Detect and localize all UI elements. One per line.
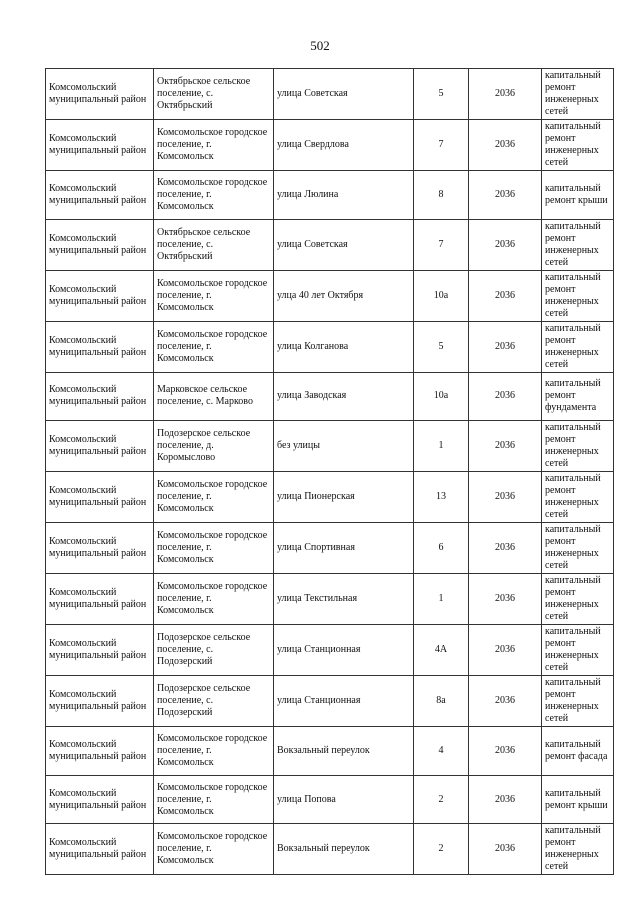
- settlement-cell: Комсомольское городское поселение, г. Комсомольск: [154, 775, 274, 824]
- table-row: [46, 219, 614, 270]
- settlement-cell: Октябрьское сельское поселение, с. Октябрьский: [154, 219, 274, 270]
- settlement-cell: Комсомольское городское поселение, г. Комсомольск: [154, 574, 274, 625]
- year-cell: 2036: [469, 69, 542, 120]
- table-row: [46, 775, 614, 824]
- year-cell: 2036: [469, 676, 542, 727]
- registry-table-body: [46, 69, 614, 875]
- street-cell: улица Колганова: [274, 321, 414, 372]
- house-number-cell: 1: [414, 574, 469, 625]
- settlement-cell: Подозерское сельское поселение, с. Подозерский: [154, 676, 274, 727]
- house-number-cell: 5: [414, 321, 469, 372]
- year-cell: 2036: [469, 120, 542, 171]
- table-row: [46, 523, 614, 574]
- work-type-cell: капитальный ремонт инженерных сетей: [542, 574, 614, 625]
- year-cell: 2036: [469, 775, 542, 824]
- year-cell: 2036: [469, 321, 542, 372]
- table-row: [46, 574, 614, 625]
- table-row: [46, 676, 614, 727]
- house-number-cell: 4А: [414, 625, 469, 676]
- settlement-cell: Комсомольское городское поселение, г. Комсомольск: [154, 270, 274, 321]
- street-cell: Вокзальный переулок: [274, 727, 414, 776]
- year-cell: 2036: [469, 171, 542, 220]
- work-type-cell: капитальный ремонт инженерных сетей: [542, 421, 614, 472]
- street-cell: улица Станционная: [274, 625, 414, 676]
- work-type-cell: капитальный ремонт инженерных сетей: [542, 69, 614, 120]
- district-cell: Комсомольский муниципальный район: [46, 472, 154, 523]
- work-type-cell: капитальный ремонт инженерных сетей: [542, 120, 614, 171]
- year-cell: 2036: [469, 421, 542, 472]
- work-type-cell: капитальный ремонт крыши: [542, 775, 614, 824]
- district-cell: Комсомольский муниципальный район: [46, 120, 154, 171]
- house-number-cell: 10а: [414, 270, 469, 321]
- work-type-cell: капитальный ремонт инженерных сетей: [542, 321, 614, 372]
- year-cell: 2036: [469, 372, 542, 421]
- street-cell: улица Текстильная: [274, 574, 414, 625]
- registry-table: [45, 68, 614, 875]
- street-cell: улица Советская: [274, 69, 414, 120]
- table-row: [46, 421, 614, 472]
- district-cell: Комсомольский муниципальный район: [46, 523, 154, 574]
- work-type-cell: капитальный ремонт крыши: [542, 171, 614, 220]
- year-cell: 2036: [469, 625, 542, 676]
- street-cell: улица Станционная: [274, 676, 414, 727]
- table-row: [46, 727, 614, 776]
- street-cell: улица Люлина: [274, 171, 414, 220]
- year-cell: 2036: [469, 219, 542, 270]
- street-cell: улица Свердлова: [274, 120, 414, 171]
- table-row: [46, 270, 614, 321]
- table-row: [46, 625, 614, 676]
- street-cell: улица Советская: [274, 219, 414, 270]
- street-cell: улица Пионерская: [274, 472, 414, 523]
- table-row: [46, 69, 614, 120]
- work-type-cell: капитальный ремонт инженерных сетей: [542, 523, 614, 574]
- street-cell: улца 40 лет Октября: [274, 270, 414, 321]
- house-number-cell: 6: [414, 523, 469, 574]
- house-number-cell: 1: [414, 421, 469, 472]
- district-cell: Комсомольский муниципальный район: [46, 219, 154, 270]
- year-cell: 2036: [469, 824, 542, 875]
- table-row: [46, 120, 614, 171]
- work-type-cell: капитальный ремонт инженерных сетей: [542, 270, 614, 321]
- settlement-cell: Октябрьское сельское поселение, с. Октябрьский: [154, 69, 274, 120]
- work-type-cell: капитальный ремонт инженерных сетей: [542, 472, 614, 523]
- year-cell: 2036: [469, 472, 542, 523]
- house-number-cell: 8а: [414, 676, 469, 727]
- table-row: [46, 321, 614, 372]
- work-type-cell: капитальный ремонт фасада: [542, 727, 614, 776]
- house-number-cell: 7: [414, 219, 469, 270]
- house-number-cell: 4: [414, 727, 469, 776]
- settlement-cell: Марковское сельское поселение, с. Марково: [154, 372, 274, 421]
- table-row: [46, 372, 614, 421]
- district-cell: Комсомольский муниципальный район: [46, 69, 154, 120]
- year-cell: 2036: [469, 523, 542, 574]
- year-cell: 2036: [469, 727, 542, 776]
- street-cell: улица Заводская: [274, 372, 414, 421]
- district-cell: Комсомольский муниципальный район: [46, 270, 154, 321]
- district-cell: Комсомольский муниципальный район: [46, 676, 154, 727]
- district-cell: Комсомольский муниципальный район: [46, 775, 154, 824]
- street-cell: без улицы: [274, 421, 414, 472]
- street-cell: улица Попова: [274, 775, 414, 824]
- district-cell: Комсомольский муниципальный район: [46, 574, 154, 625]
- work-type-cell: капитальный ремонт инженерных сетей: [542, 676, 614, 727]
- district-cell: Комсомольский муниципальный район: [46, 421, 154, 472]
- page-number: 502: [310, 38, 330, 53]
- street-cell: улица Спортивная: [274, 523, 414, 574]
- year-cell: 2036: [469, 270, 542, 321]
- work-type-cell: капитальный ремонт инженерных сетей: [542, 219, 614, 270]
- settlement-cell: Комсомольское городское поселение, г. Комсомольск: [154, 824, 274, 875]
- settlement-cell: Комсомольское городское поселение, г. Комсомольск: [154, 523, 274, 574]
- year-cell: 2036: [469, 574, 542, 625]
- settlement-cell: Комсомольское городское поселение, г. Комсомольск: [154, 472, 274, 523]
- street-cell: Вокзальный переулок: [274, 824, 414, 875]
- table-row: [46, 824, 614, 875]
- house-number-cell: 13: [414, 472, 469, 523]
- work-type-cell: капитальный ремонт инженерных сетей: [542, 824, 614, 875]
- work-type-cell: капитальный ремонт фундамента: [542, 372, 614, 421]
- settlement-cell: Комсомольское городское поселение, г. Комсомольск: [154, 120, 274, 171]
- house-number-cell: 7: [414, 120, 469, 171]
- district-cell: Комсомольский муниципальный район: [46, 824, 154, 875]
- house-number-cell: 8: [414, 171, 469, 220]
- settlement-cell: Подозерское сельское поселение, д. Коромыслово: [154, 421, 274, 472]
- settlement-cell: Комсомольское городское поселение, г. Комсомольск: [154, 321, 274, 372]
- settlement-cell: Подозерское сельское поселение, с. Подозерский: [154, 625, 274, 676]
- work-type-cell: капитальный ремонт инженерных сетей: [542, 625, 614, 676]
- district-cell: Комсомольский муниципальный район: [46, 372, 154, 421]
- house-number-cell: 5: [414, 69, 469, 120]
- house-number-cell: 10а: [414, 372, 469, 421]
- table-row: [46, 472, 614, 523]
- table-row: [46, 171, 614, 220]
- district-cell: Комсомольский муниципальный район: [46, 171, 154, 220]
- district-cell: Комсомольский муниципальный район: [46, 625, 154, 676]
- settlement-cell: Комсомольское городское поселение, г. Комсомольск: [154, 727, 274, 776]
- house-number-cell: 2: [414, 775, 469, 824]
- district-cell: Комсомольский муниципальный район: [46, 321, 154, 372]
- settlement-cell: Комсомольское городское поселение, г. Комсомольск: [154, 171, 274, 220]
- district-cell: Комсомольский муниципальный район: [46, 727, 154, 776]
- house-number-cell: 2: [414, 824, 469, 875]
